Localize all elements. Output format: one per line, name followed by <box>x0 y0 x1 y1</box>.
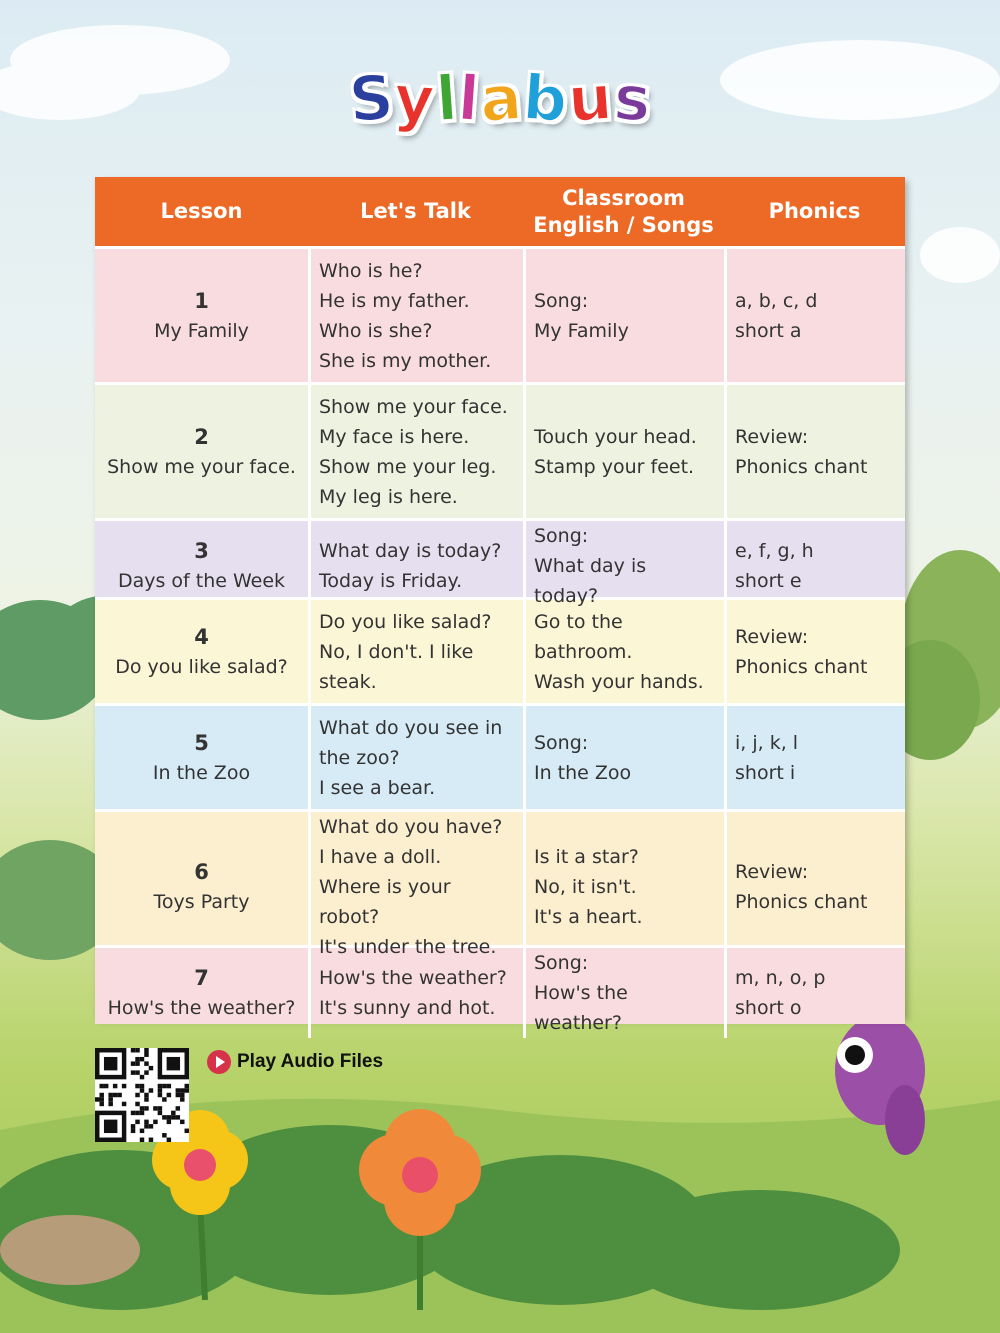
lesson-name: My Family <box>154 319 249 342</box>
title-letter: y <box>391 60 439 137</box>
title-letter: u <box>565 60 617 137</box>
title-letter: a <box>477 60 526 137</box>
lets-talk-cell: What do you have? I have a doll. Where is your robot? It's under the tree. <box>308 812 523 962</box>
lesson-cell <box>95 600 308 703</box>
header-lets-talk: Let's Talk <box>360 199 471 224</box>
play-audio-label[interactable]: Play Audio Files <box>237 1051 384 1072</box>
classroom-songs-cell: Is it a star? No, it isn't. It's a heart. <box>523 812 724 962</box>
play-icon[interactable] <box>207 1050 231 1074</box>
lets-talk-cell: Show me your face. My face is here. Show me your leg. My leg is here. <box>308 385 523 518</box>
table-row <box>95 703 905 809</box>
table-header <box>95 177 905 246</box>
lesson-number: 2 <box>194 424 209 449</box>
phonics-cell: m, n, o, p short o <box>724 948 905 1038</box>
lesson-name: Days of the Week <box>117 570 286 592</box>
lesson-number: 6 <box>194 860 209 884</box>
lesson-cell <box>95 521 308 611</box>
play-audio-link[interactable] <box>207 1050 383 1074</box>
title-letter: l <box>455 61 483 136</box>
lesson-cell <box>95 812 308 962</box>
syllabus-table <box>95 177 905 1034</box>
table-row <box>95 597 905 703</box>
classroom-songs-cell: Song: My Family <box>523 249 724 382</box>
title-letter: s <box>611 60 654 137</box>
page-title <box>0 62 1000 135</box>
phonics-cell: Review: Phonics chant <box>724 600 905 703</box>
lets-talk-cell: How's the weather? It's sunny and hot. <box>308 948 523 1038</box>
classroom-songs-cell: Go to the bathroom. Wash your hands. <box>523 600 724 703</box>
phonics-cell: Review: Phonics chant <box>724 385 905 518</box>
phonics-cell: e, f, g, h short e <box>724 521 905 611</box>
classroom-songs-cell: Song: In the Zoo <box>523 706 724 809</box>
lesson-name: In the Zoo <box>152 761 251 784</box>
lets-talk-cell: What do you see in the zoo? I see a bear. <box>308 706 523 809</box>
table-row <box>95 809 905 958</box>
title-letter: l <box>433 61 461 136</box>
title-letter: b <box>520 60 571 137</box>
header-phonics: Phonics <box>768 199 861 224</box>
lesson-number: 1 <box>194 288 209 313</box>
rock <box>0 1215 140 1285</box>
lesson-cell <box>95 385 308 518</box>
title-letter: S <box>346 60 397 137</box>
phonics-cell: a, b, c, d short a <box>724 249 905 382</box>
classroom-songs-cell: Song: How's the weather? <box>523 948 724 1038</box>
lesson-name: Toys Party <box>153 891 250 913</box>
lets-talk-cell: Who is he? He is my father. Who is she? She is my mother. <box>308 249 523 382</box>
table-row <box>95 945 905 1034</box>
lets-talk-cell: What day is today? Today is Friday. <box>308 521 523 611</box>
table-row <box>95 246 905 382</box>
lesson-cell <box>95 948 308 1038</box>
classroom-songs-cell: Touch your head. Stamp your feet. <box>523 385 724 518</box>
header-lesson: Lesson <box>160 199 243 224</box>
qr-code-icon[interactable] <box>95 1048 189 1142</box>
table-row <box>95 382 905 518</box>
lesson-cell <box>95 249 308 382</box>
header-classroom-songs: Classroom English / Songs <box>533 186 714 237</box>
lesson-number: 3 <box>194 539 209 563</box>
lets-talk-cell: Do you like salad? No, I don't. I like steak. <box>308 600 523 703</box>
lesson-number: 4 <box>194 624 209 649</box>
table-row <box>95 518 905 607</box>
classroom-songs-cell: Song: What day is today? <box>523 521 724 611</box>
lesson-name: Show me your face. <box>107 455 296 478</box>
lesson-name: How's the weather? <box>107 997 296 1019</box>
phonics-cell: i, j, k, l short i <box>724 706 905 809</box>
lesson-name: Do you like salad? <box>115 655 288 678</box>
lesson-cell <box>95 706 308 809</box>
phonics-cell: Review: Phonics chant <box>724 812 905 962</box>
lesson-number: 7 <box>194 966 209 990</box>
lesson-number: 5 <box>194 730 209 755</box>
